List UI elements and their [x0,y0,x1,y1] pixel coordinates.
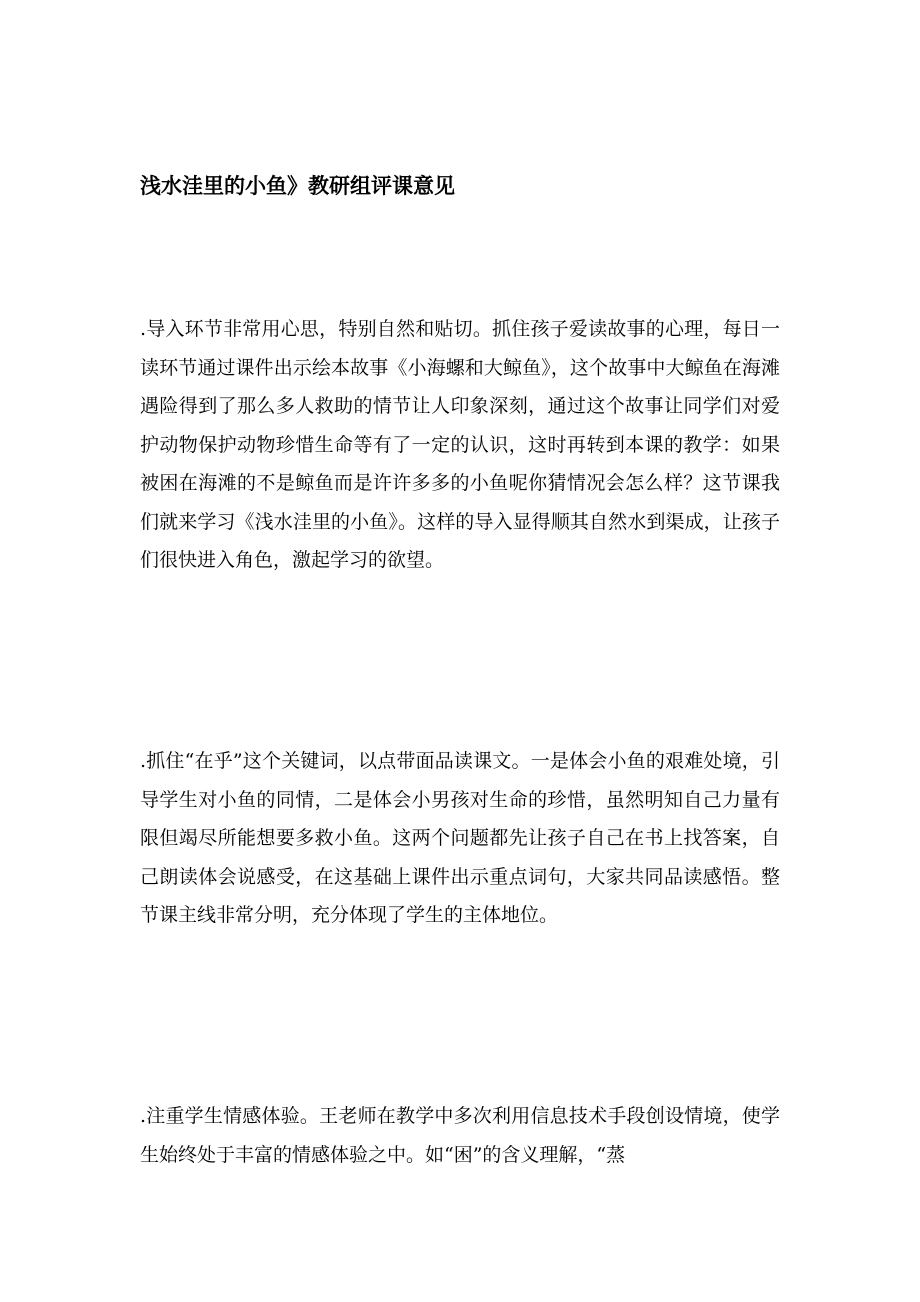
paragraph-emotional-experience: .注重学生情感体验。王老师在教学中多次利用信息技术手段创设情境，使学生始终处于丰富的情感体验之中。如“困”的含义理解，“蒸 [140,1105,780,1166]
document-title: 浅水洼里的小鱼》教研组评课意见 [140,174,455,198]
paragraph-introduction: .导入环节非常用心思，特别自然和贴切。抓住孩子爱读故事的心理，每日一读环节通过课件出示绘本故事《小海螺和大鲸鱼》，这个故事中大鲸鱼在海滩遇险得到了那么多人救助的情节让人印象深刻，通过这个故事让同学们对爱护动物保护动物珍惜生命等有了一定的认识，这时再转到本课的教学：如果被困在海滩的不是鲸鱼而是许许多多的小鱼呢你猜情况会怎么样？这节课我们就来学习《浅水洼里的小鱼》。这样的导入显得顺其自然水到渠成，让孩子们很快进入角色，激起学习的欲望。 [140,318,780,571]
paragraph-keyword-reading: .抓住“在乎”这个关键词，以点带面品读课文。一是体会小鱼的艰难处境，引导学生对小鱼的同情，二是体会小男孩对生命的珍惜，虽然明知自己力量有限但竭尽所能想要多救小鱼。这两个问题都先让孩子自己在书上找答案，自己朗读体会说感受，在这基础上课件出示重点词句，大家共同品读感悟。整节课主线非常分明，充分体现了学生的主体地位。 [140,750,780,926]
